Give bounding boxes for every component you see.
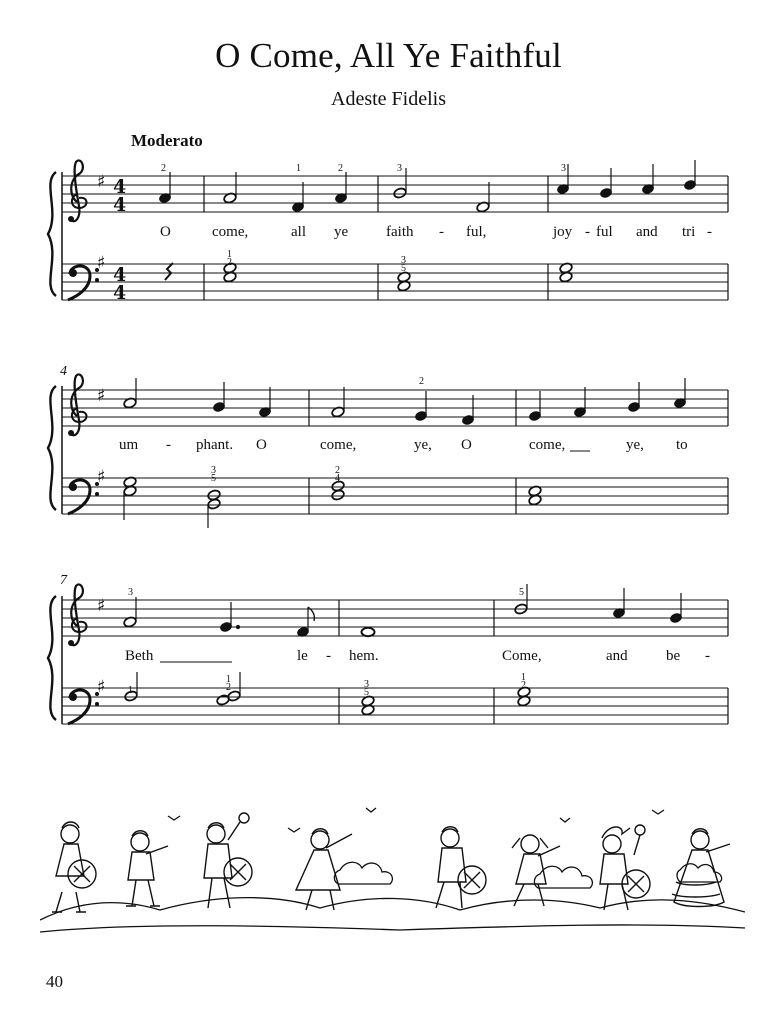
- sharp-icon: ♯: [97, 677, 106, 697]
- svg-text:2: 2: [227, 257, 232, 268]
- child-drummer-figure: [204, 813, 252, 908]
- sharp-icon: ♯: [97, 253, 106, 273]
- svg-text:joy: joy: [553, 224, 573, 240]
- time-sig-bottom: 4: [113, 282, 127, 304]
- sharp-icon: ♯: [97, 467, 106, 487]
- svg-text:5: 5: [519, 587, 524, 598]
- svg-text:3: 3: [211, 465, 216, 476]
- svg-text:le: le: [297, 648, 308, 664]
- svg-text:2: 2: [338, 163, 343, 174]
- svg-text:all: all: [291, 224, 306, 240]
- time-sig-top: 4: [113, 176, 127, 198]
- svg-text:O: O: [256, 437, 267, 453]
- svg-text:1: 1: [296, 163, 301, 174]
- treble-clef-icon: [68, 584, 87, 646]
- treble-clef-icon: [68, 374, 87, 436]
- lh-notes: [123, 476, 542, 528]
- system-1: [48, 160, 728, 304]
- svg-text:7: 7: [60, 573, 67, 588]
- child-drummer-figure: [436, 827, 486, 908]
- lyrics-system-1: [160, 224, 712, 240]
- svg-text:3: 3: [401, 255, 406, 266]
- children-parade-illustration: [40, 800, 745, 940]
- svg-text:um: um: [119, 437, 139, 453]
- svg-text:-: -: [439, 224, 444, 240]
- svg-text:to: to: [676, 437, 688, 453]
- child-drummer-figure: [52, 822, 96, 912]
- svg-text:4: 4: [60, 364, 67, 379]
- svg-text:-: -: [707, 224, 712, 240]
- rh-notes: [123, 584, 683, 638]
- svg-text:1: 1: [227, 249, 232, 260]
- child-flute-figure: [672, 829, 730, 907]
- child-flute-figure: [126, 831, 168, 906]
- svg-text:and: and: [606, 648, 628, 664]
- svg-text:5: 5: [401, 263, 406, 274]
- svg-text:hem.: hem.: [349, 648, 379, 664]
- lyrics-system-2: [119, 437, 688, 453]
- svg-text:2: 2: [226, 682, 231, 693]
- svg-text:2: 2: [161, 163, 166, 174]
- lyrics-system-3: [125, 648, 710, 664]
- sharp-icon: ♯: [97, 386, 106, 406]
- svg-text:and: and: [636, 224, 658, 240]
- child-flute-figure: [296, 829, 352, 910]
- svg-text:4: 4: [335, 473, 340, 484]
- svg-text:5: 5: [364, 687, 369, 698]
- child-drummer-figure: [600, 825, 650, 910]
- svg-text:3: 3: [561, 163, 566, 174]
- svg-text:3: 3: [364, 679, 369, 690]
- svg-text:come,: come,: [320, 437, 357, 453]
- svg-text:2: 2: [521, 680, 526, 691]
- svg-text:1: 1: [521, 672, 526, 683]
- bass-clef-icon: [68, 480, 99, 514]
- svg-text:ful,: ful,: [466, 224, 487, 240]
- rest-icon: [165, 263, 173, 280]
- page-number: 40: [46, 972, 63, 991]
- rh-notes: [158, 160, 696, 213]
- svg-text:come,: come,: [529, 437, 566, 453]
- bass-clef-icon: [68, 266, 99, 300]
- sharp-icon: ♯: [97, 172, 106, 192]
- svg-text:-: -: [166, 437, 171, 453]
- svg-text:Beth: Beth: [125, 648, 154, 664]
- svg-text:-: -: [326, 648, 331, 664]
- svg-text:ful: ful: [596, 224, 613, 240]
- page-subtitle: Adeste Fidelis: [331, 88, 446, 110]
- svg-text:-: -: [705, 648, 710, 664]
- svg-text:1: 1: [226, 674, 231, 685]
- time-sig-top: 4: [113, 264, 127, 286]
- svg-text:be: be: [666, 648, 681, 664]
- svg-text:2: 2: [419, 376, 424, 387]
- svg-text:faith: faith: [386, 224, 414, 240]
- lh-notes: [124, 672, 531, 716]
- svg-text:-: -: [585, 224, 590, 240]
- system-3: [48, 573, 728, 724]
- svg-text:3: 3: [397, 163, 402, 174]
- rh-notes: [123, 378, 687, 426]
- svg-text:Come,: Come,: [502, 648, 542, 664]
- svg-text:ye,: ye,: [414, 437, 432, 453]
- system-2: [48, 364, 728, 528]
- page-title: O Come, All Ye Faithful: [215, 36, 562, 75]
- svg-text:2: 2: [335, 465, 340, 476]
- svg-text:tri: tri: [682, 224, 696, 240]
- svg-text:ye: ye: [334, 224, 349, 240]
- svg-text:ye,: ye,: [626, 437, 644, 453]
- svg-text:5: 5: [211, 473, 216, 484]
- svg-text:O: O: [160, 224, 171, 240]
- child-flute-figure: [512, 835, 560, 906]
- bass-clef-icon: [68, 690, 99, 724]
- svg-text:phant.: phant.: [196, 437, 234, 453]
- time-sig-bottom: 4: [113, 194, 127, 216]
- tempo-marking: Moderato: [131, 131, 203, 150]
- svg-text:1: 1: [128, 685, 133, 696]
- svg-text:3: 3: [128, 587, 133, 598]
- treble-clef-icon: [68, 160, 87, 222]
- svg-text:come,: come,: [212, 224, 249, 240]
- sharp-icon: ♯: [97, 596, 106, 616]
- svg-text:O: O: [461, 437, 472, 453]
